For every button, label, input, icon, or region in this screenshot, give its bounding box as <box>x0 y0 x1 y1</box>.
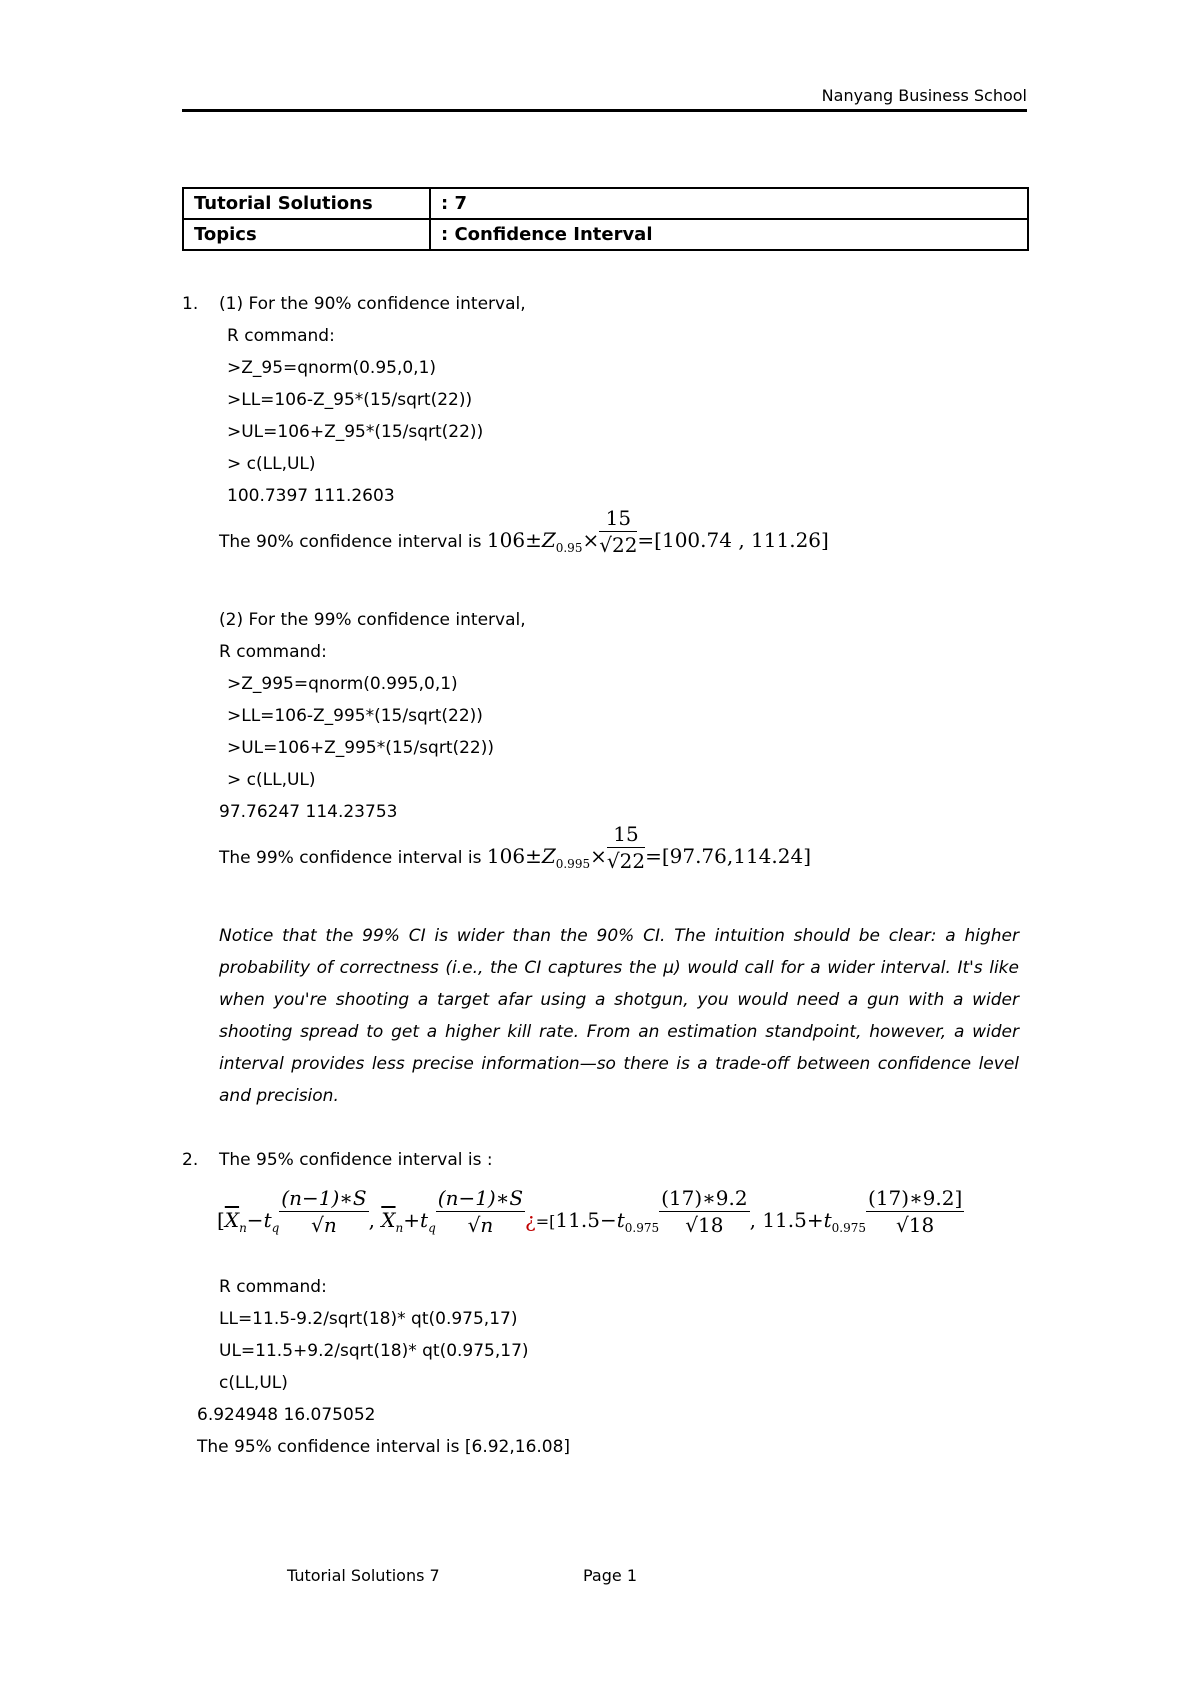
q2-intro: The 95% confidence interval is : <box>219 1150 493 1170</box>
fraction: $\frac{15}{√22}$ <box>599 506 638 557</box>
q2-formula: [$\overline{X}_n-t_q$ $\frac{(n-1)∗S}{√n}$ , $\overline{X}_n+t_q$ $\frac{(n-1)∗S}{√n}$ ¿$=[11.5-t_{0.975}$ $\frac{(17)∗9.2}{√18}$ , $11.5+t_{0.975}$ $\frac{(17)∗9.2]}{√18}$ <box>217 1186 963 1237</box>
fraction: $\frac{(n-1)∗S}{√n}$ <box>437 1186 524 1237</box>
code-line: >Z_995=qnorm(0.995,0,1) <box>227 674 458 694</box>
q1-part1-result <box>219 506 829 568</box>
code-line: UL=11.5+9.2/sqrt(18)* qt(0.975,17) <box>219 1341 529 1361</box>
tutorial-label: Tutorial Solutions <box>183 188 430 219</box>
fraction: $\frac{(17)∗9.2}{√18}$ <box>661 1186 748 1237</box>
topics-value: : Confidence Interval <box>430 219 1028 250</box>
code-line: >LL=106-Z_95*(15/sqrt(22)) <box>227 390 473 410</box>
code-output: 100.7397 111.2603 <box>227 486 395 506</box>
code-output: 97.76247 114.23753 <box>219 802 398 822</box>
notice-paragraph: Notice that the 99% CI is wider than the 90% CI. The intuition should be clear: a higher probability of correctness (i.e., the CI captures the μ) would call for a wider interval. It's like when you're shooting a target afar using a shotgun, you would need a gun with a wider shooting spread to get a higher kill rate. From an estimation standpoint, however, a wider interval provides less precise information—so there is a trade-off between confidence level and precision. <box>219 926 1019 1106</box>
code-line: >UL=106+Z_95*(15/sqrt(22)) <box>227 422 484 442</box>
code-output: 6.924948 16.075052 <box>197 1405 376 1425</box>
info-table <box>182 187 1029 251</box>
ci-formula-90: $106\pm Z_{0.95}\times$ $\frac{15}{√22}$ =[100.74 , 111.26] <box>486 506 829 557</box>
q1-part2-intro: (2) For the 99% confidence interval, <box>219 610 526 630</box>
code-line: LL=11.5-9.2/sqrt(18)* qt(0.975,17) <box>219 1309 518 1329</box>
header-org: Nanyang Business School <box>821 86 1027 105</box>
code-line: > c(LL,UL) <box>227 770 316 790</box>
code-line: >LL=106-Z_995*(15/sqrt(22)) <box>227 706 483 726</box>
q1-part1-rcmd: R command: <box>227 326 335 346</box>
code-line: > c(LL,UL) <box>227 454 316 474</box>
q2-number: 2. <box>182 1150 199 1170</box>
result-text: The 90% confidence interval is <box>219 532 482 552</box>
table-row <box>183 188 1028 219</box>
q2-rcmd: R command: <box>219 1277 327 1297</box>
page-number: Page 1 <box>583 1566 637 1585</box>
footer-title: Tutorial Solutions 7 <box>287 1566 440 1585</box>
q2-result: The 95% confidence interval is [6.92,16.08] <box>197 1437 571 1457</box>
q1-number: 1. <box>182 294 199 314</box>
fraction: $\frac{(17)∗9.2]}{√18}$ <box>868 1186 963 1237</box>
result-text: The 99% confidence interval is <box>219 848 482 868</box>
table-row <box>183 219 1028 250</box>
q1-part1-intro: (1) For the 90% confidence interval, <box>219 294 526 314</box>
tutorial-value: : 7 <box>430 188 1028 219</box>
q1-part2-rcmd: R command: <box>219 642 327 662</box>
code-line: c(LL,UL) <box>219 1373 288 1393</box>
topics-label: Topics <box>183 219 430 250</box>
fraction: $\frac{(n-1)∗S}{√n}$ <box>281 1186 367 1237</box>
code-line: >Z_95=qnorm(0.95,0,1) <box>227 358 437 378</box>
q1-part2-result <box>219 822 812 884</box>
header-divider <box>182 109 1027 112</box>
ci-formula-99: $106\pm Z_{0.995}\times$ $\frac{15}{√22}$ =[97.76,114.24] <box>486 822 812 873</box>
code-line: >UL=106+Z_995*(15/sqrt(22)) <box>227 738 495 758</box>
fraction: $\frac{15}{√22}$ <box>606 822 646 873</box>
